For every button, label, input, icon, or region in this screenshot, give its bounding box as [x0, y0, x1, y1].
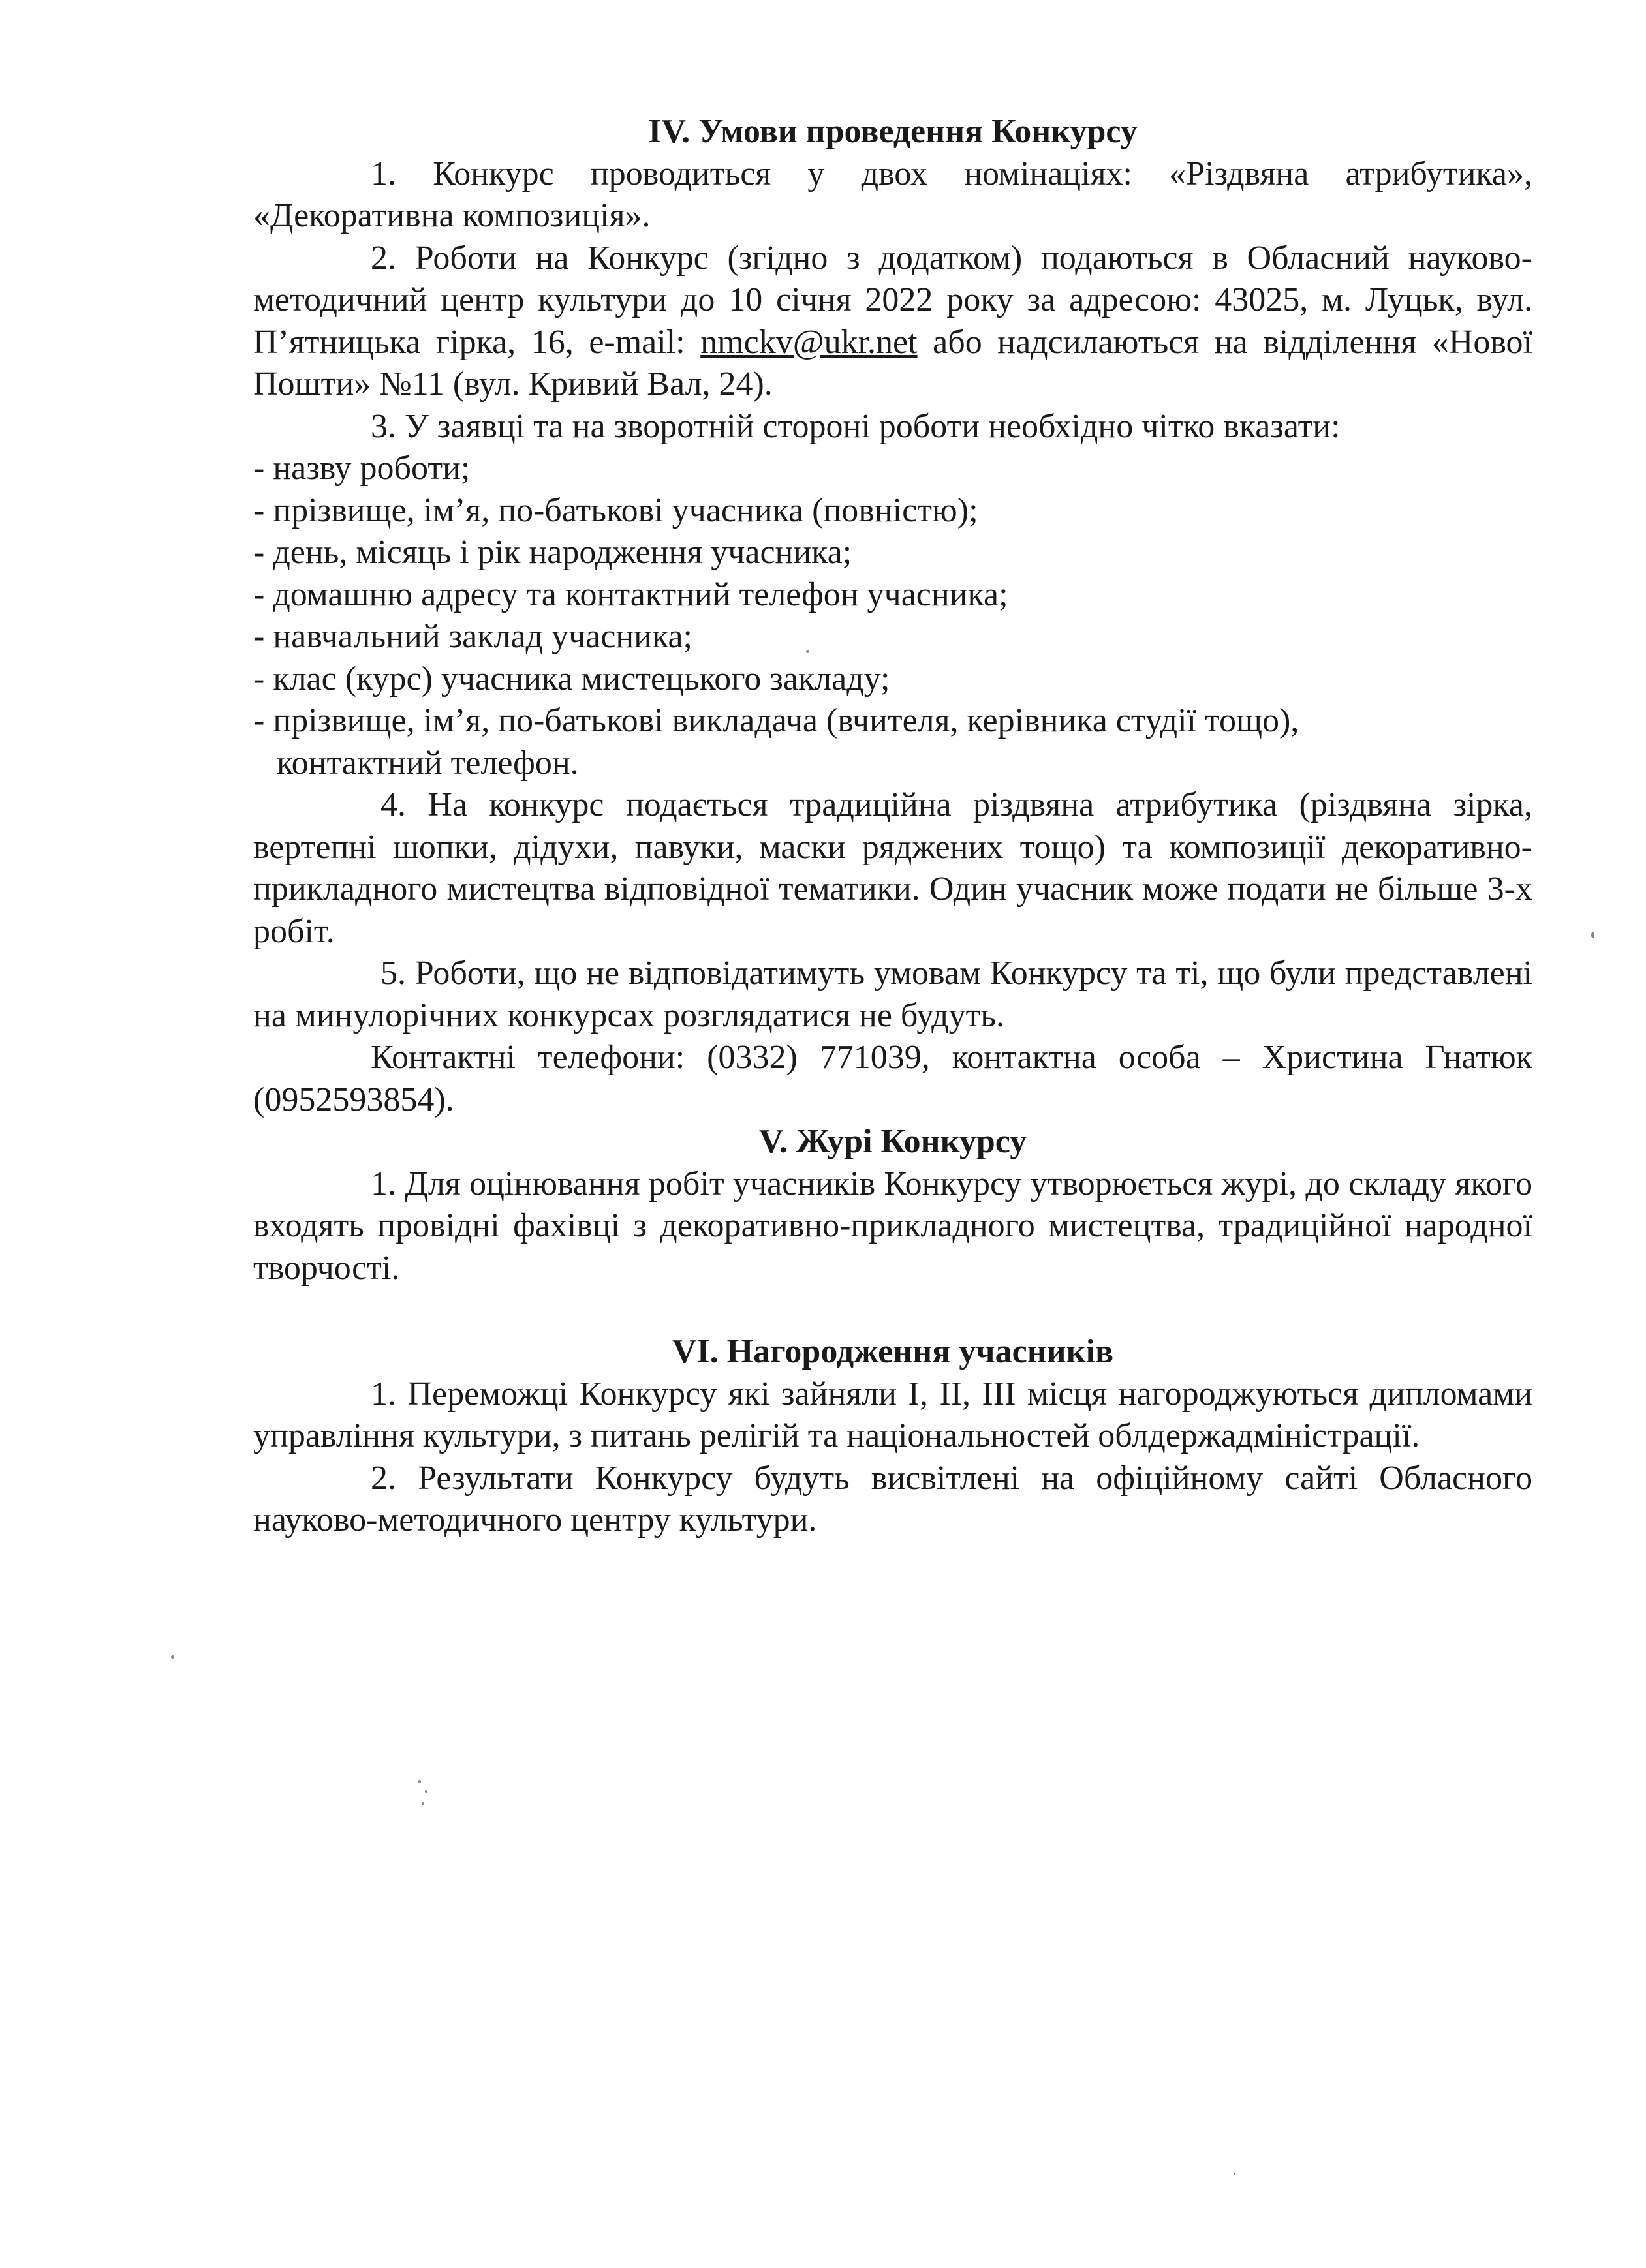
document-page — [253, 111, 1532, 1542]
scan-speck — [806, 650, 809, 653]
list-item: - домашню адресу та контактний телефон учасника; — [253, 575, 1008, 613]
email-link[interactable]: nmckv@ukr.net — [700, 323, 918, 361]
section-4-paragraph-4: 4. На конкурс подається традиційна різдвяна атрибутика (різдвяна зірка, вертепні шопки, дідухи, павуки, маски ряджених тощо) та композиції декоративно-прикладного мистецтва відповідної тематики. Один учасник може подати не більше 3-х робіт. — [253, 786, 1532, 950]
list-item: - клас (курс) учасника мистецького закладу; — [253, 660, 890, 697]
list-item: - прізвище, ім’я, по-батькові викладача (вчителя, керівника студії тощо), — [253, 702, 1299, 739]
scan-speck — [425, 1790, 427, 1793]
list-item: - назву роботи; — [253, 450, 471, 487]
section-6-heading: VI. Нагородження учасників — [672, 1333, 1114, 1370]
section-5-paragraph-1: 1. Для оцінювання робіт учасників Конкурсу утворюється журі, до складу якого входять провідні фахівці з декоративно-прикладного мистецтва, традиційної народної творчості. — [253, 1165, 1532, 1287]
scan-speck — [1234, 2173, 1235, 2175]
list-item: - навчальний заклад учасника; — [253, 618, 692, 655]
section-4-heading: IV. Умови проведення Конкурсу — [648, 113, 1138, 150]
scan-speck — [1591, 932, 1594, 938]
list-item-continuation: контактний телефон. — [277, 744, 579, 782]
section-6-paragraph-1: 1. Переможці Конкурсу які зайняли I, II, III місця нагороджуються дипломами управління культури, з питань релігій та національностей облдержадміністрації. — [253, 1375, 1532, 1454]
section-4-paragraph-1: 1. Конкурс проводиться у двох номінаціях: «Різдвяна атрибутика», «Декоративна композиція». — [253, 155, 1532, 234]
section-6-paragraph-2: 2. Результати Конкурсу будуть висвітлені на офіційному сайті Обласного науково-методичного центру культури. — [253, 1459, 1532, 1539]
list-item: - день, місяць і рік народження учасника; — [253, 534, 852, 571]
scan-speck — [418, 1780, 421, 1783]
section-4-paragraph-3: 3. У заявці та на зворотній стороні роботи необхідно чітко вказати: — [371, 407, 1341, 445]
contacts-paragraph: Контактні телефони: (0332) 771039, контактна особа – Христина Гнатюк (0952593854). — [253, 1039, 1532, 1118]
section-4-paragraph-2 — [253, 238, 1532, 406]
section-4-paragraph-2-text: 2. Роботи на Конкурс (згідно з додатком) подаються в Обласний науково-методичний центр культури до 10 січня 2022 року за адресою: 43025, м. Луцьк, вул. П’ятницька гірка, 16, e-mail: — [253, 239, 1532, 361]
scan-speck — [422, 1802, 424, 1805]
section-4-paragraph-5: 5. Роботи, що не відповідатимуть умовам Конкурсу та ті, що були представлені на минулорічних конкурсах розглядатися не будуть. — [253, 955, 1532, 1034]
spacer — [253, 1289, 1532, 1331]
section-4-paragraph-2-tail: або надсилаються на відділення «Нової Пошти» №11 (вул. Кривий Вал, 24). — [253, 323, 1532, 403]
list-item: - прізвище, ім’я, по-батькові учасника (повністю); — [253, 491, 978, 529]
section-5-heading: V. Журі Конкурсу — [758, 1123, 1027, 1160]
scan-speck — [171, 1655, 174, 1659]
